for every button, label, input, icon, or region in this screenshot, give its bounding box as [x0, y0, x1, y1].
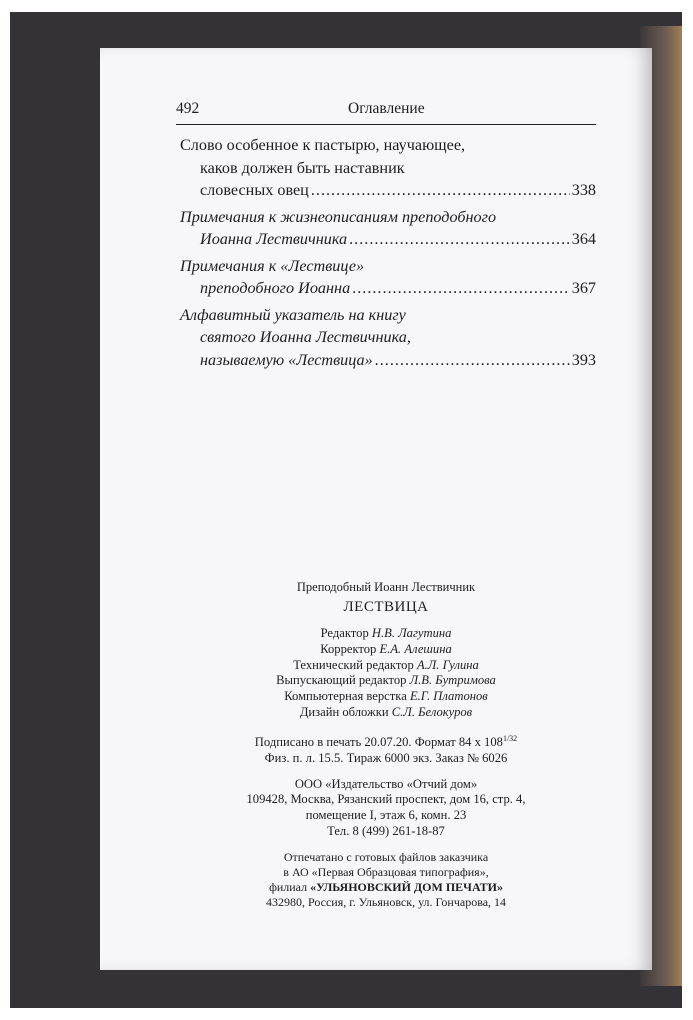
toc-last-line	[180, 228, 596, 251]
staff-line	[176, 626, 596, 642]
printer-line: 432980, Россия, г. Ульяновск, ул. Гончарова, 14	[265, 895, 507, 910]
dot-leader	[349, 228, 570, 251]
page-number: 492	[176, 100, 200, 117]
format-superscript: 1/32	[502, 733, 518, 743]
print-details	[176, 731, 596, 767]
staff-role: Дизайн обложки	[299, 704, 389, 719]
staff-role: Компьютерная верстка	[284, 689, 407, 704]
staff-line	[176, 689, 596, 705]
toc-line: Слово особенное к пастырю, научающее,	[180, 136, 466, 154]
toc-page-number: 367	[571, 279, 596, 297]
toc-last-line	[180, 277, 596, 300]
publisher-line: 109428, Москва, Рязанский проспект, дом 16, стр. 4,	[246, 792, 526, 807]
staff-role: Технический редактор	[293, 657, 414, 672]
toc-line-text: называемую «Лествица»	[200, 350, 373, 369]
toc-line: Примечания к «Лествице»	[180, 256, 365, 275]
staff-line	[176, 642, 596, 658]
publisher-details	[176, 777, 596, 840]
toc-last-line	[180, 179, 596, 202]
dot-leader	[352, 277, 570, 300]
print-signed-text: Подписано в печать 20.07.20. Формат 84 х 108	[254, 734, 503, 749]
staff-person: С.Л. Белокуров	[391, 704, 473, 719]
toc-line: святого Иоанна Лествичника,	[200, 328, 411, 346]
printer-branch-label: филиал	[269, 880, 308, 895]
staff-role: Выпускающий редактор	[276, 673, 407, 688]
toc-entry	[180, 255, 596, 300]
staff-person: Н.В. Лагутина	[371, 626, 452, 640]
printer-line: в АО «Первая Образцовая типография»,	[283, 864, 489, 879]
staff-line	[176, 705, 596, 721]
staff-person: А.Л. Гулина	[416, 657, 479, 672]
printer-details	[176, 850, 596, 911]
printer-branch-name: «УЛЬЯНОВСКИЙ ДОМ ПЕЧАТИ»	[310, 880, 503, 895]
book-author: Преподобный Иоанн Лествичник	[296, 580, 476, 594]
toc-line-text: преподобного Иоанна	[200, 279, 351, 297]
print-signed-line	[176, 731, 596, 751]
dot-leader	[311, 179, 570, 202]
toc-line: каков должен быть наставник	[200, 158, 405, 177]
publisher-line: ООО «Издательство «Отчий дом»	[294, 776, 478, 791]
toc-page-number: 364	[571, 230, 596, 248]
printer-line	[176, 880, 596, 895]
table-of-contents	[180, 134, 596, 375]
book-page	[100, 48, 652, 970]
toc-page-number: 338	[571, 181, 596, 199]
toc-line-text: словесных овец	[200, 181, 309, 199]
toc-line-text: Иоанна Лествичника	[200, 230, 348, 248]
toc-last-line	[180, 349, 596, 372]
toc-page-number: 393	[571, 350, 596, 369]
toc-line: Алфавитный указатель на книгу	[180, 305, 406, 324]
running-head	[176, 98, 596, 125]
staff-person: Е.Г. Платонов	[409, 689, 488, 704]
dot-leader	[375, 349, 570, 372]
publisher-line: Тел. 8 (499) 261-18-87	[327, 823, 445, 838]
staff-line	[176, 658, 596, 674]
staff-role: Редактор	[320, 626, 369, 640]
toc-entry	[180, 206, 596, 251]
running-head-title: Оглавление	[348, 100, 425, 117]
publisher-line: помещение I, этаж 6, комн. 23	[305, 808, 467, 823]
staff-list	[176, 626, 596, 721]
toc-entry	[180, 134, 596, 202]
book-title: ЛЕСТВИЦА	[343, 599, 429, 615]
staff-line	[176, 673, 596, 689]
printer-line: Отпечатано с готовых файлов заказчика	[283, 849, 489, 864]
staff-person: Л.В. Бутримова	[409, 673, 496, 688]
toc-line: Примечания к жизнеописаниям преподобного	[180, 207, 497, 226]
colophon	[176, 580, 596, 911]
print-stats-line: Физ. п. л. 15.5. Тираж 6000 экз. Заказ № 6026	[264, 750, 508, 765]
toc-entry	[180, 304, 596, 372]
staff-person: Е.А. Алешина	[379, 641, 452, 656]
staff-role: Корректор	[320, 641, 377, 656]
